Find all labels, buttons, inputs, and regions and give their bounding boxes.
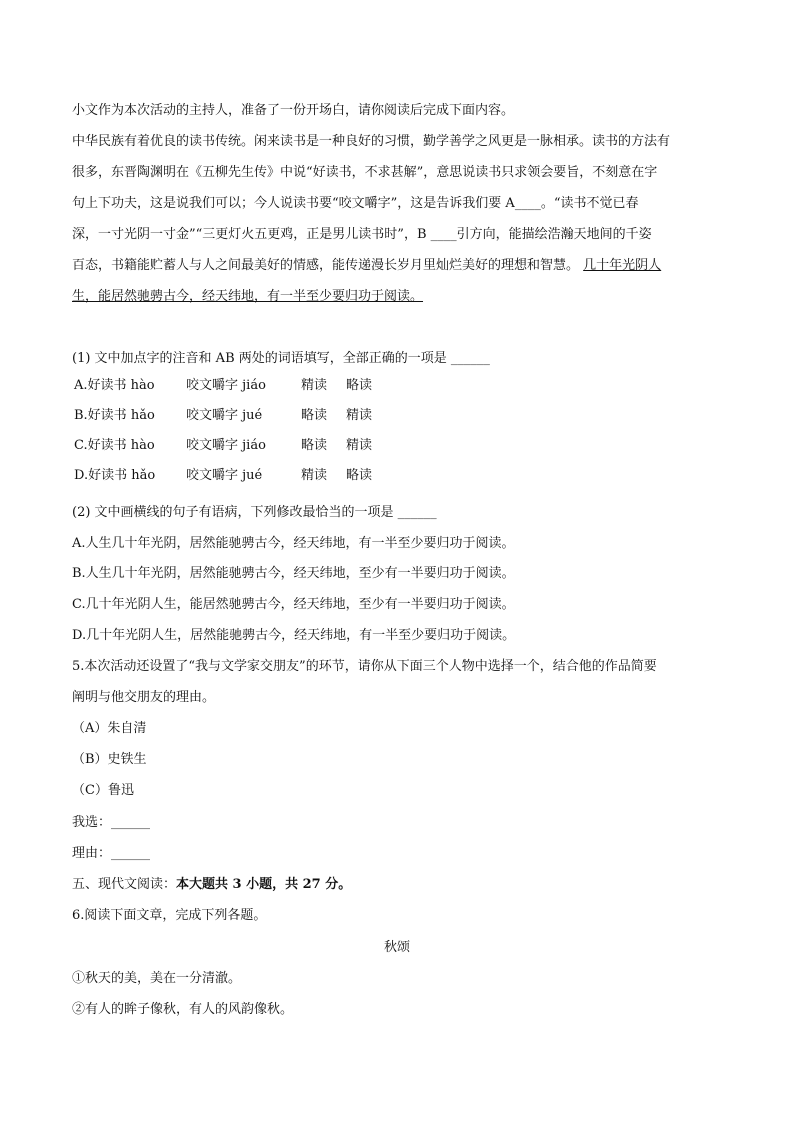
option-b: 略读: [346, 468, 373, 483]
option-b: 精读: [346, 438, 373, 453]
option-a: 略读: [301, 408, 328, 423]
essay-paragraph: ②有人的眸子像秋，有人的风韵像秋。: [72, 1002, 294, 1017]
passage-text: 百态，书籍能贮蓄人与人之间最美好的情感，能传递漫长岁月里灿烂美好的理想和智慧。: [72, 258, 580, 273]
essay-paragraph: ①秋天的美，美在一分清澈。: [72, 971, 242, 986]
underlined-sentence-end: 生，能居然驰骋古今，经天纬地，有一半至少要归功于阅读。: [72, 289, 424, 304]
question-5-choice: （B）史铁生: [72, 752, 147, 767]
question-1-stem: (1) 文中加点字的注音和 AB 两处的词语填写，全部正确的一项是 ______: [72, 351, 490, 366]
option-b: 精读: [346, 408, 373, 423]
option-b: 略读: [346, 378, 373, 393]
question-2-option: B.人生几十年光阴，居然能驰骋古今，经天纬地，至少有一半要归功于阅读。: [72, 566, 515, 581]
section-5-heading: [72, 875, 351, 895]
question-5-stem-cont: 阐明与他交朋友的理由。: [72, 690, 216, 705]
question-6-stem: 6.阅读下面文章，完成下列各题。: [72, 908, 267, 923]
essay-title: 秋颂: [383, 940, 410, 955]
option-letter: A.好读书 hào: [74, 378, 155, 393]
intro-text: 小文作为本次活动的主持人，准备了一份开场白，请你阅读后完成下面内容。: [72, 103, 515, 118]
option-word: 咬文嚼字 jiáo: [186, 438, 266, 453]
passage-line: 深，一寸光阴一寸金”“三更灯火五更鸡，正是男儿读书时”，B ____引方向，能描绘浩瀚天地间的千姿: [72, 227, 652, 242]
option-word: 咬文嚼字 jué: [186, 468, 263, 483]
question-5-choice: （A）朱自清: [72, 721, 147, 736]
passage-line: 中华民族有着优良的读书传统。闲来读书是一种良好的习惯，勤学善学之风更是一脉相承。读书的方法有: [72, 134, 671, 149]
option-a: 略读: [301, 438, 328, 453]
option-a: 精读: [301, 468, 328, 483]
select-answer-line: 我选：______: [72, 815, 151, 830]
passage-line: 句上下功夫，这是说我们可以；今人说读书要“咬文嚼字”，这是告诉我们要 A____。“读书不觉已春: [72, 196, 639, 211]
question-2-option: C.几十年光阴人生，能居然驰骋古今，经天纬地，至少有一半要归功于阅读。: [72, 597, 515, 612]
option-letter: B.好读书 hǎo: [74, 408, 155, 423]
question-2-stem: (2) 文中画横线的句子有语病，下列修改最恰当的一项是 ______: [72, 505, 437, 520]
option-a: 精读: [301, 378, 328, 393]
section-5-info: 本大题共 3 小题，共 27 分。: [176, 877, 352, 892]
question-5-choice: （C）鲁迅: [72, 783, 134, 798]
passage-line: [72, 256, 661, 276]
underlined-sentence-start: 几十年光阴人: [583, 258, 662, 273]
passage-line: 很多，东晋陶渊明在《五柳先生传》中说“好读书，不求甚解”，意思说读书只求领会要旨，不刻意在字: [72, 165, 658, 180]
question-2-option: D.几十年光阴人生，居然能驰骋古今，经天纬地，有一半至少要归功于阅读。: [72, 628, 516, 643]
question-2-option: A.人生几十年光阴，居然能驰骋古今，经天纬地，有一半至少要归功于阅读。: [72, 536, 515, 551]
reason-answer-line: 理由：______: [72, 846, 151, 861]
option-letter: D.好读书 hǎo: [74, 468, 156, 483]
option-word: 咬文嚼字 jué: [186, 408, 263, 423]
question-5-stem: 5.本次活动还设置了“我与文学家交朋友”的环节，请你从下面三个人物中选择一个，结合他的作品简要: [72, 659, 657, 674]
option-letter: C.好读书 hào: [74, 438, 155, 453]
section-5-title: 五、现代文阅读：: [72, 877, 177, 892]
option-word: 咬文嚼字 jiáo: [186, 378, 266, 393]
